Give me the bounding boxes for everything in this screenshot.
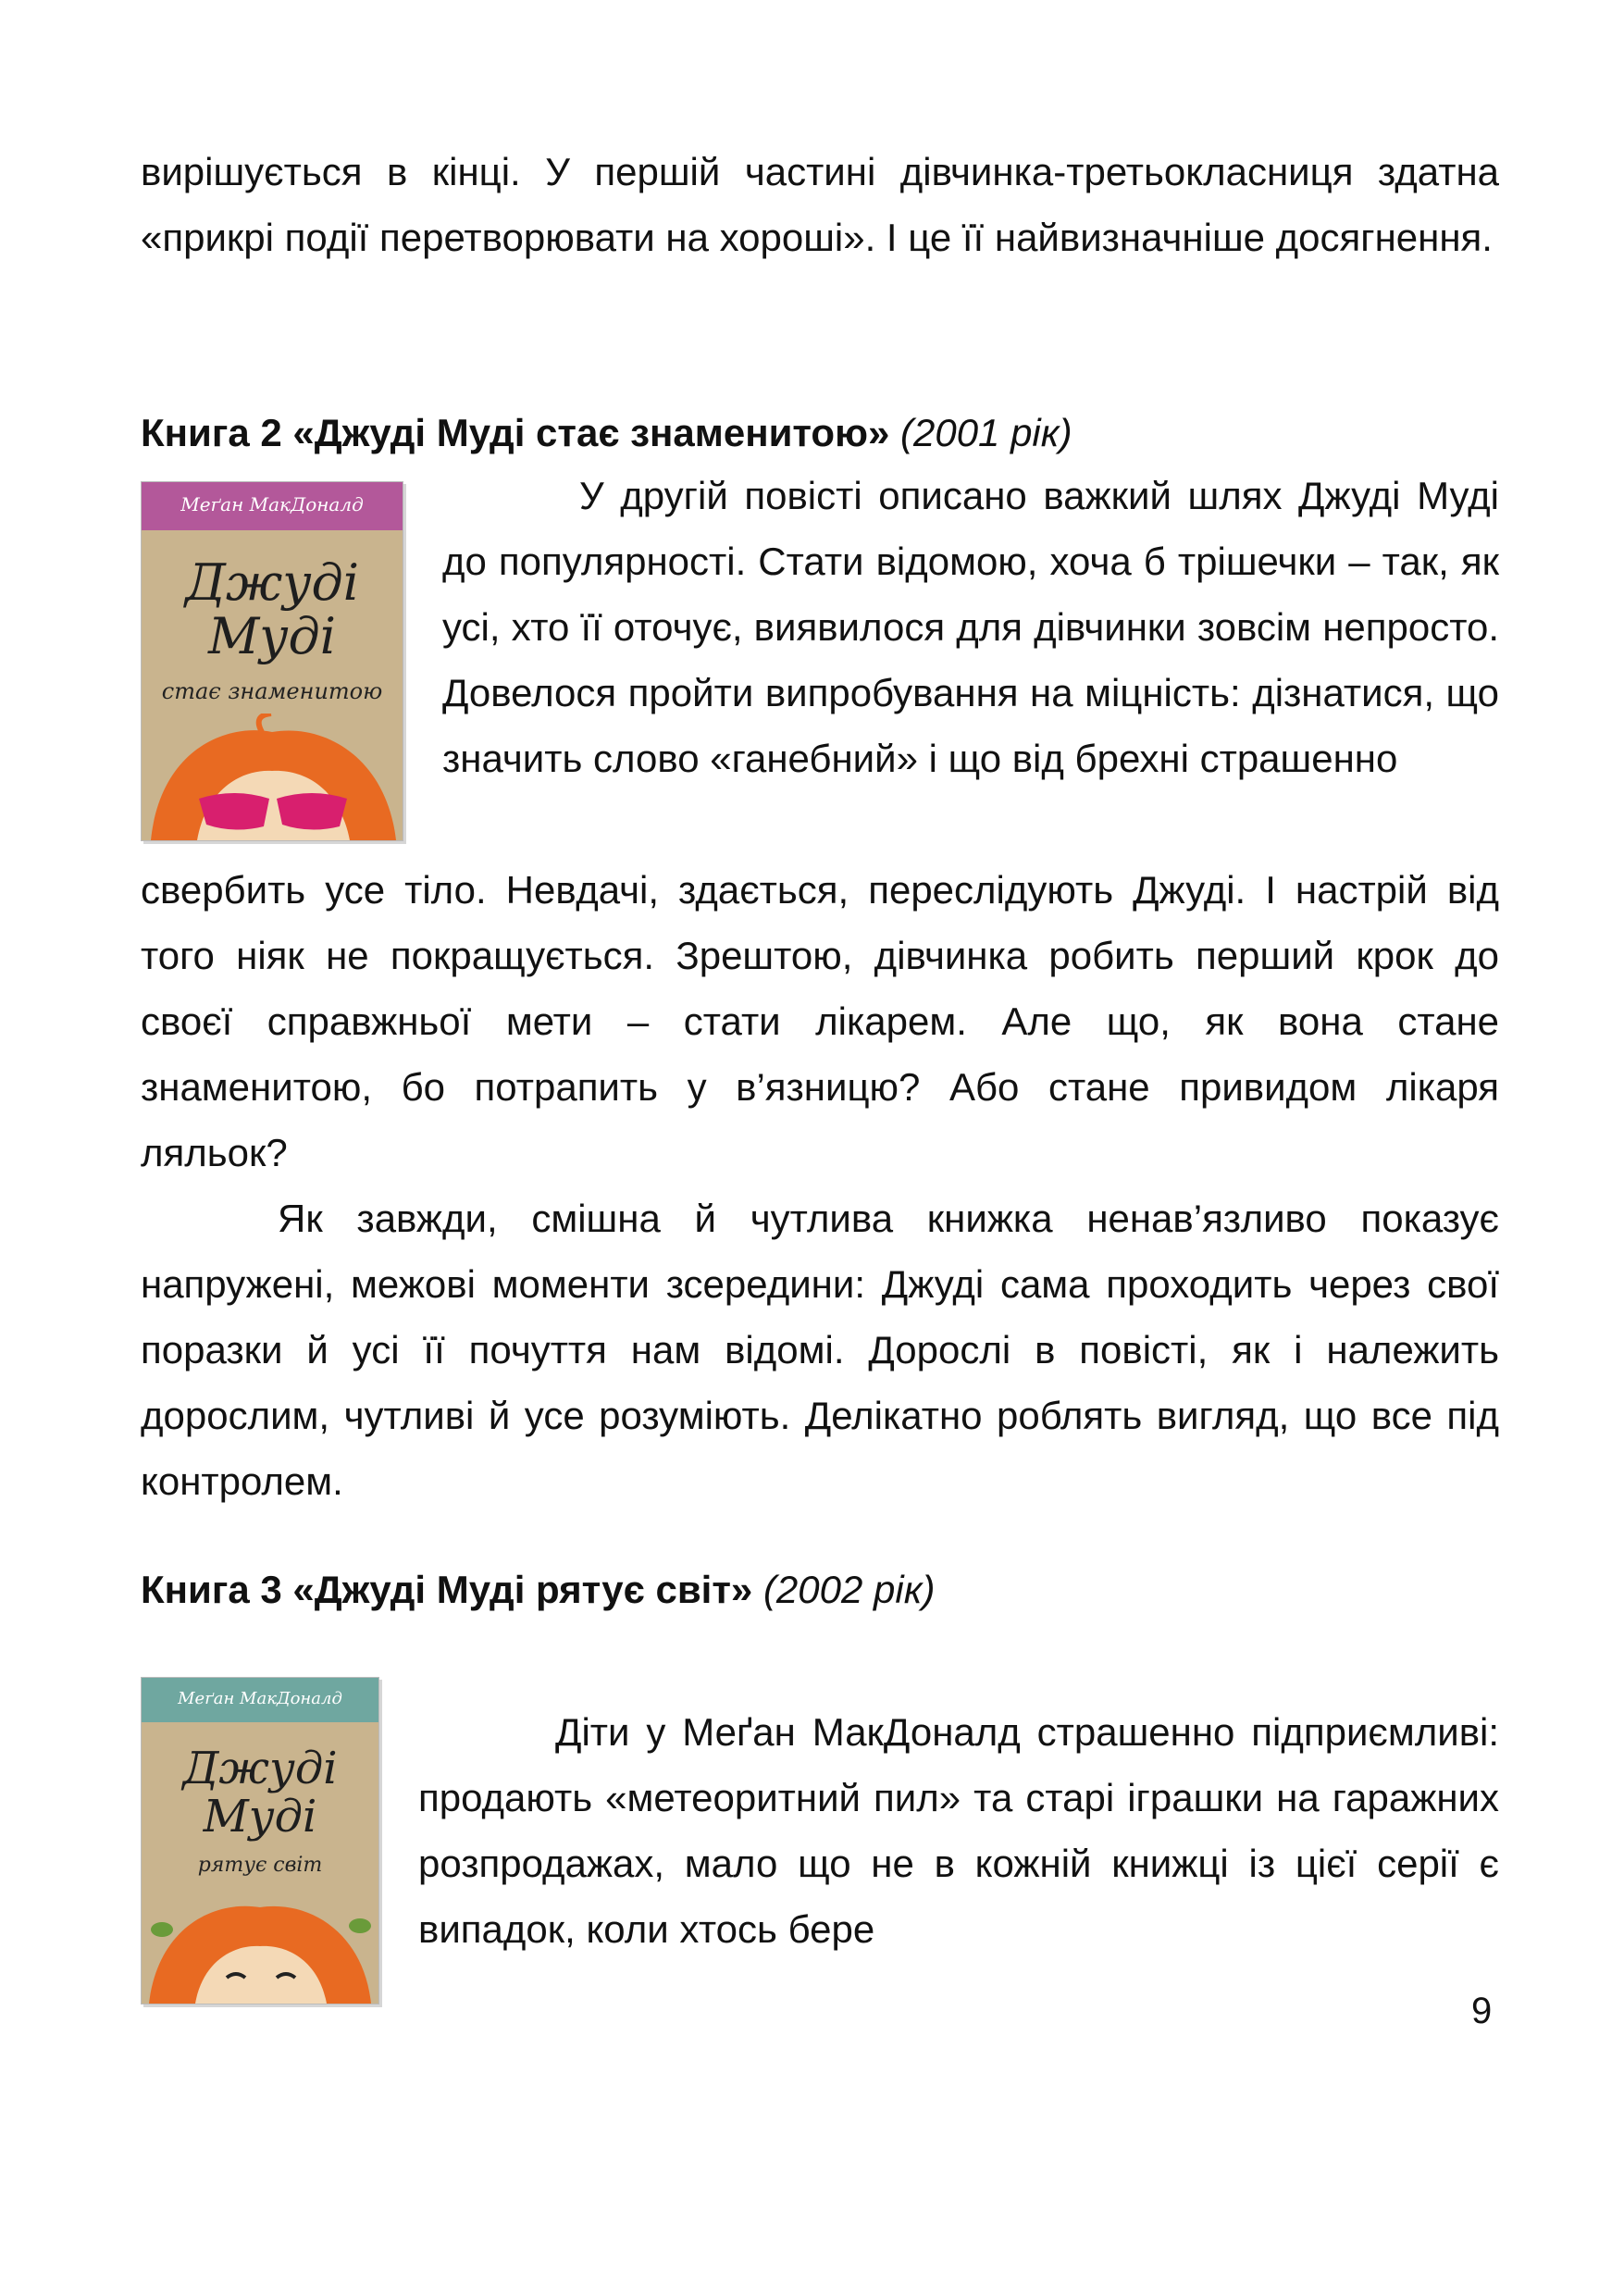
page-number: 9	[1471, 1991, 1493, 2031]
book3-heading-year: (2002 рік)	[762, 1568, 936, 1611]
girl-illustration	[142, 714, 403, 840]
paragraph-intro: вирішується в кінці. У першій частині дівчинка-третьокласниця здатна «прикрі події перетворювати на хороші». І це її найвизначніше досягнення.	[141, 150, 1499, 259]
book2-heading-title: Книга 2 «Джуді Муді стає знаменитою»	[141, 411, 890, 454]
cover-subtitle: рятує світ	[197, 1854, 323, 1877]
book3-heading	[141, 1562, 936, 1618]
cover-title-line2: Муді	[207, 607, 337, 665]
book2-paragraph-2: Як завжди, смішна й чутлива книжка ненав’язливо показує напружені, межові моменти зсередини: Джуді сама проходить через свої поразки й усі її почуття нам відомі. Дорослі в повісті, як і належить дорослим, чутливі й усе розуміють. Делікатно роблять вигляд, що все під контролем.	[141, 1197, 1499, 1503]
cover-title-line1: Джуді	[184, 553, 360, 612]
book3-heading-title: Книга 3 «Джуді Муді рятує світ»	[141, 1568, 753, 1611]
book2-side-text: У другій повісті описано важкий шлях Джуді Муді до популярності. Стати відомою, хоча б трішечки – так, як усі, хто її оточує, виявилося для дівчинки зовсім непросто. Довелося пройти випробування на міцність: дізнатися, що значить слово «ганебний» і що від брехні страшенно	[442, 474, 1499, 780]
girl-illustration	[142, 1889, 378, 2004]
book2-continuation: свербить усе тіло. Невдачі, здається, переслідують Джуді. І настрій від того ніяк не покращується. Зрештою, дівчинка робить перший крок до своєї справжньої мети – стати лікарем. Але що, як вона стане знаменитою, бо потрапить у в’язницю? Або стане привидом лікаря ляльок?	[141, 868, 1499, 1174]
book2-heading-year: (2001 рік)	[899, 411, 1072, 454]
cover-subtitle: стає знаменитою	[161, 678, 383, 704]
cover-title-line1: Джуді	[182, 1743, 338, 1794]
book3-cover-image	[141, 1677, 379, 2004]
book2-heading	[141, 405, 1072, 461]
cover-author: Меґан МакДоналд	[180, 493, 364, 515]
cover-author: Меґан МакДоналд	[178, 1689, 342, 1708]
book3-side-text: Діти у Меґан МакДоналд страшенно підприємливі: продають «метеоритний пил» та старі іграшки на гаражних розпродажах, мало що не в кожній книжці із цієї серії є випадок, коли хтось бере	[418, 1710, 1499, 1951]
cover-title-line2: Муді	[203, 1791, 317, 1843]
book2-cover-image	[141, 481, 403, 841]
